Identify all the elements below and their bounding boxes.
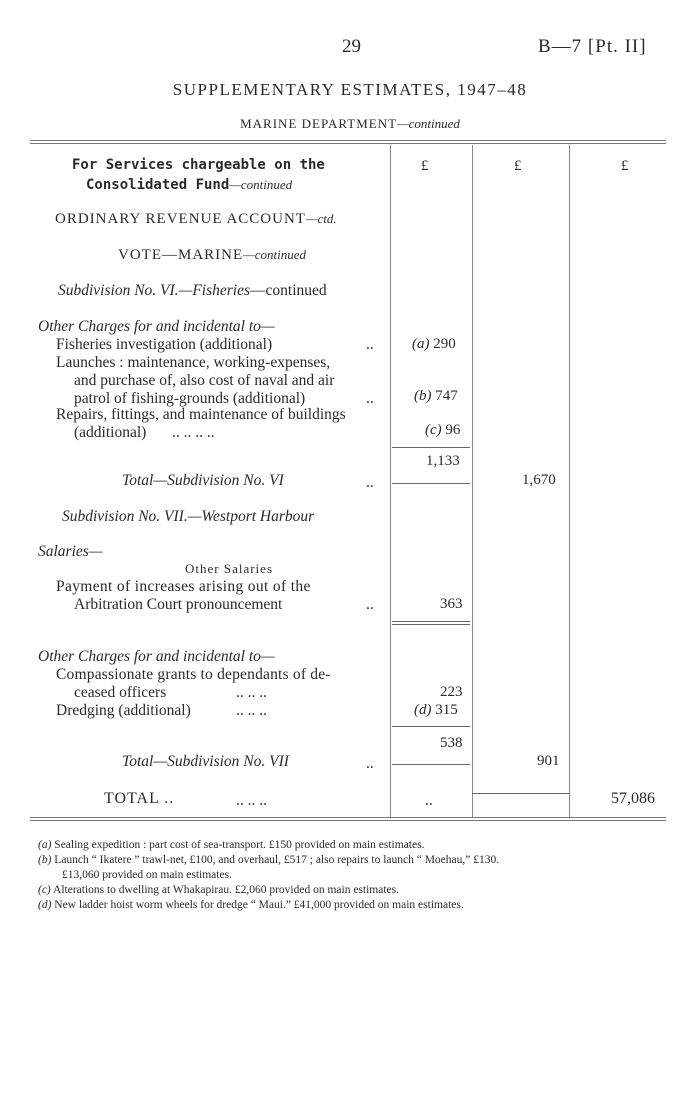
subdivision-vii-subtotal: 538 (440, 735, 463, 751)
subdivision-vi-subtotal: 1,133 (426, 453, 460, 469)
document-reference: B—7 [Pt. II] (538, 36, 647, 57)
footnote-text: Sealing expedition : part cost of sea-transport. £150 provided on main estimates. (54, 839, 425, 851)
line-item-amount (414, 388, 458, 405)
leader-dots: .. (366, 596, 374, 613)
footnote-ref: (a) (412, 336, 430, 352)
subdivision-vii-other-charges (38, 648, 275, 666)
footnote (38, 854, 499, 866)
services-heading-fund: Consolidated Fund (86, 177, 230, 193)
table-top-rule (30, 140, 666, 141)
line-item: Compassionate grants to dependants of de- (56, 666, 331, 683)
subdivision-vii-other-charges-text: Other Charges for and incidental to— (38, 648, 275, 665)
line-item (56, 336, 272, 354)
total-label-text: Total—Subdivision No. VII (122, 753, 289, 770)
amount-value: 315 (435, 702, 458, 718)
line-item-continuation: Arbitration Court pronouncement (74, 596, 283, 613)
subdivision-vi-other-charges (38, 318, 275, 336)
subdivision-vi-other-charges-text: Other Charges for and incidental to— (38, 318, 275, 335)
other-salaries-heading: Other Salaries (185, 561, 274, 576)
leader-dots: .. .. .. .. (172, 424, 215, 441)
department-heading (0, 116, 700, 132)
subdivision-vii-heading-text: Subdivision No. VII.—Westport Harbour (62, 508, 315, 525)
footnote-ref: (d) (414, 702, 432, 718)
amount-value: 290 (433, 336, 456, 352)
line-item-continuation: and purchase of, also cost of naval and air (74, 372, 335, 389)
footnote (38, 839, 424, 851)
line-item-continuation: ceased officers (74, 684, 167, 701)
column-divider-3 (569, 145, 570, 817)
salaries-heading (38, 543, 103, 561)
leader-dots: .. .. .. (236, 684, 267, 701)
services-heading-line1: For Services chargeable on the (72, 157, 325, 173)
footnote-text: Alterations to dwelling at Whakapirau. £2,060 provided on main estimates. (53, 884, 400, 896)
footnote-mark: (c) (38, 884, 51, 896)
currency-col-2: £ (514, 158, 522, 174)
subtotal-rule (392, 726, 470, 727)
subdivision-vi-heading-italic: Subdivision No. VI.—Fisheries (58, 282, 251, 299)
section-rule-2 (392, 624, 470, 625)
leader-dots: .. (366, 474, 374, 491)
department-suffix: —continued (397, 116, 460, 131)
salaries-heading-text: Salaries— (38, 543, 103, 560)
section-rule (392, 621, 470, 622)
amount-value: 96 (445, 422, 461, 438)
subtotal-rule (392, 447, 470, 448)
grand-total-col1: .. (425, 792, 433, 809)
total-rule (392, 483, 470, 484)
line-item-amount (412, 336, 456, 353)
subdivision-vi-total-label (122, 472, 284, 490)
account-heading-suffix: —ctd. (305, 211, 337, 226)
subdivision-vii-total-label (122, 753, 289, 771)
currency-col-3: £ (621, 158, 629, 174)
table-bottom-rule (30, 817, 666, 818)
subdivision-vii-total: 901 (537, 753, 560, 769)
footnote-mark: (d) (38, 899, 52, 911)
services-heading-line2 (86, 176, 292, 194)
subdivision-vi-heading (58, 282, 327, 300)
grand-total-rule (472, 793, 569, 794)
footnote-ref: (b) (414, 388, 432, 404)
footnote-continuation: £13,060 provided on main estimates. (62, 869, 232, 881)
column-divider-1 (390, 145, 391, 817)
leader-dots: .. (366, 755, 374, 772)
vote-heading-text: VOTE—MARINE (118, 247, 244, 263)
services-heading-suffix: —continued (229, 177, 293, 192)
leader-dots: .. (366, 336, 374, 353)
account-heading-text: ORDINARY REVENUE ACCOUNT (55, 211, 306, 227)
leader-dots: .. (366, 390, 374, 407)
line-item-description: Launches : maintenance, working-expenses, (56, 354, 331, 371)
leader-dots: .. .. .. (236, 702, 267, 719)
account-heading (55, 211, 337, 228)
line-item-continuation: (additional) (74, 424, 147, 441)
amount-value: 747 (435, 388, 458, 404)
vote-heading-suffix: —continued (243, 247, 306, 262)
page-title: SUPPLEMENTARY ESTIMATES, 1947–48 (172, 80, 528, 99)
subdivision-vii-heading (62, 508, 314, 526)
footnote-text: Launch “ Ikatere ” trawl-net, £100, and overhaul, £517 ; also repairs to launch “ Moehau,” £130. (54, 854, 500, 866)
column-divider-2 (472, 145, 473, 817)
line-item-amount (425, 422, 460, 439)
line-item-amount (440, 684, 463, 701)
line-item-description: Repairs, fittings, and maintenance of buildings (56, 406, 346, 423)
department-name: MARINE DEPARTMENT (240, 116, 398, 131)
grand-total-label: TOTAL .. (104, 790, 175, 807)
table-top-rule-2 (30, 143, 666, 144)
total-rule (392, 764, 470, 765)
table-bottom-rule-2 (30, 820, 666, 821)
page-number: 29 (342, 36, 361, 57)
leader-dots: .. .. .. (236, 792, 267, 809)
subdivision-vi-total: 1,670 (522, 472, 556, 488)
footnote-mark: (b) (38, 854, 52, 866)
grand-total-amount: 57,086 (611, 790, 655, 807)
line-item-continuation: patrol of fishing-grounds (additional) (74, 390, 306, 407)
line-item (56, 406, 346, 424)
footnote (38, 899, 464, 911)
total-label-text: Total—Subdivision No. VI (122, 472, 284, 489)
subdivision-vi-heading-suffix: —continued (250, 282, 327, 299)
footnote-ref: (c) (425, 422, 442, 438)
amount-value: 223 (440, 684, 463, 700)
line-item: Payment of increases arising out of the (56, 578, 311, 595)
line-item (56, 354, 330, 372)
currency-col-1: £ (421, 158, 429, 174)
vote-heading (118, 247, 306, 264)
salary-amount: 363 (440, 596, 463, 612)
line-item-description: Fisheries investigation (additional) (56, 336, 273, 353)
footnote-mark: (a) (38, 839, 52, 851)
footnote-text: New ladder hoist worm wheels for dredge “ Maui.” £41,000 provided on main estimates. (54, 899, 464, 911)
line-item: Dredging (additional) (56, 702, 191, 719)
line-item-amount (414, 702, 458, 719)
footnote (38, 884, 399, 896)
